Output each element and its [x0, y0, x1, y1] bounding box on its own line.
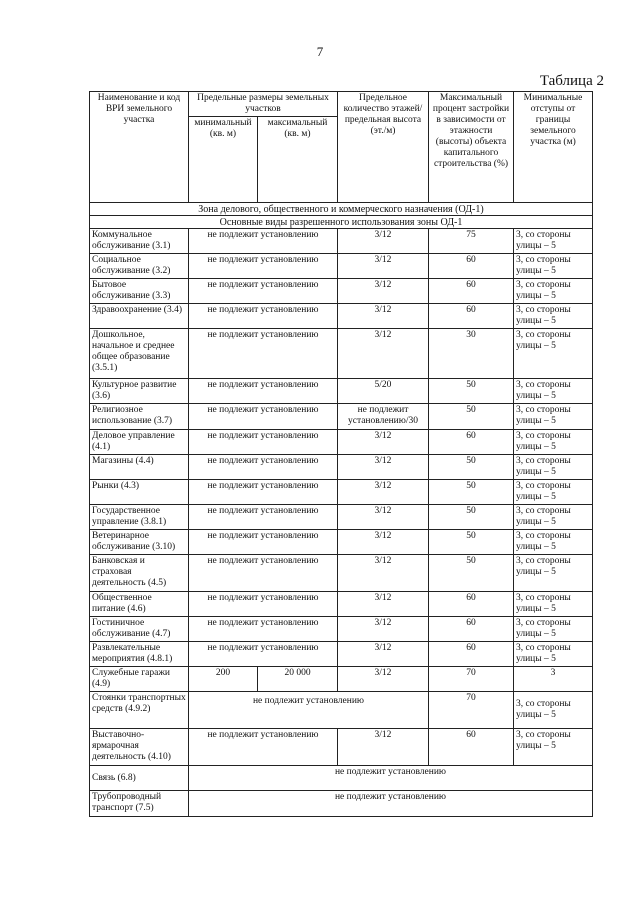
row-coverage: 30: [429, 329, 514, 379]
header-max: максимальный (кв. м): [258, 117, 338, 203]
row-size: не подлежит установлению: [189, 555, 338, 592]
row-floors: 3/12: [338, 229, 429, 254]
row-floors: 3/12: [338, 617, 429, 642]
row-name: Социальное обслуживание (3.2): [90, 254, 189, 279]
row-indent: 3, со стороны улицы – 5: [514, 455, 593, 480]
row-coverage: 50: [429, 455, 514, 480]
table-row-pipeline: [90, 791, 593, 817]
row-floors: 5/20: [338, 379, 429, 404]
row-name: Общественное питание (4.6): [90, 592, 189, 617]
row-size: не подлежит установлению: [189, 379, 338, 404]
header-name: Наименование и код ВРИ земельного участка: [90, 92, 189, 203]
row-floors: 3/12: [338, 254, 429, 279]
table-row: [90, 254, 593, 279]
row-coverage: 70: [429, 692, 514, 729]
row-indent: 3, со стороны улицы – 5: [514, 692, 593, 729]
table-row-communication: [90, 766, 593, 791]
row-indent: 3, со стороны улицы – 5: [514, 404, 593, 430]
row-floors: 3/12: [338, 505, 429, 530]
row-floors: 3/12: [338, 555, 429, 592]
row-indent: 3, со стороны улицы – 5: [514, 379, 593, 404]
row-name: Выставочно-ярмарочная деятельность (4.10): [90, 729, 189, 766]
row-not-applicable: не подлежит установлению: [189, 692, 429, 729]
row-name: Банковская и страховая деятельность (4.5): [90, 555, 189, 592]
row-floors: 3/12: [338, 642, 429, 667]
row-coverage: 50: [429, 530, 514, 555]
row-size: не подлежит установлению: [189, 304, 338, 329]
row-not-applicable: не подлежит установлению: [189, 766, 593, 791]
row-max-size: 20 000: [258, 667, 338, 692]
row-coverage: 50: [429, 555, 514, 592]
table-row: [90, 530, 593, 555]
row-indent: 3, со стороны улицы – 5: [514, 254, 593, 279]
row-name: Здравоохранение (3.4): [90, 304, 189, 329]
header-plot-sizes: Предельные размеры земельных участков: [189, 92, 338, 117]
row-size: не подлежит установлению: [189, 329, 338, 379]
row-name: Служебные гаражи (4.9): [90, 667, 189, 692]
row-name: Развлекательные мероприятия (4.8.1): [90, 642, 189, 667]
row-floors: 3/12: [338, 530, 429, 555]
table-row: [90, 379, 593, 404]
row-indent: 3, со стороны улицы – 5: [514, 279, 593, 304]
table-row: [90, 430, 593, 455]
table-row: [90, 642, 593, 667]
row-floors: 3/12: [338, 279, 429, 304]
row-indent: 3, со стороны улицы – 5: [514, 592, 593, 617]
row-coverage: 60: [429, 617, 514, 642]
row-indent: 3, со стороны улицы – 5: [514, 729, 593, 766]
table-row: [90, 455, 593, 480]
table-row-expo: [90, 729, 593, 766]
row-indent: 3, со стороны улицы – 5: [514, 642, 593, 667]
row-indent: 3, со стороны улицы – 5: [514, 329, 593, 379]
row-name: Ветеринарное обслуживание (3.10): [90, 530, 189, 555]
zone-subtitle: Основные виды разрешенного использования зоны ОД-1: [90, 216, 593, 229]
table-row: [90, 617, 593, 642]
table-row: [90, 329, 593, 379]
row-size: не подлежит установлению: [189, 480, 338, 505]
row-size: не подлежит установлению: [189, 617, 338, 642]
table-row: [90, 404, 593, 430]
header-floors: Предельное количество этажей/предельная высота (эт./м): [338, 92, 429, 203]
row-size: не подлежит установлению: [189, 279, 338, 304]
row-floors: 3/12: [338, 667, 429, 692]
row-indent: 3, со стороны улицы – 5: [514, 617, 593, 642]
row-indent: 3, со стороны улицы – 5: [514, 304, 593, 329]
row-name: Стоянки транспортных средств (4.9.2): [90, 692, 189, 729]
row-name: Коммунальное обслуживание (3.1): [90, 229, 189, 254]
row-size: не подлежит установлению: [189, 642, 338, 667]
header-coverage: Максимальный процент застройки в зависимости от этажности (высоты) объекта капитального строительства (%): [429, 92, 514, 203]
row-coverage: 60: [429, 430, 514, 455]
row-indent: 3, со стороны улицы – 5: [514, 480, 593, 505]
table-caption: Таблица 2: [539, 73, 604, 89]
table-row: [90, 279, 593, 304]
row-coverage: 60: [429, 592, 514, 617]
row-floors: не подлежит установлению/30: [338, 404, 429, 430]
table-row: [90, 229, 593, 254]
row-floors: 3/12: [338, 430, 429, 455]
row-name: Дошкольное, начальное и среднее общее образование (3.5.1): [90, 329, 189, 379]
row-indent: 3, со стороны улицы – 5: [514, 229, 593, 254]
row-coverage: 60: [429, 729, 514, 766]
table-row: [90, 480, 593, 505]
row-coverage: 50: [429, 505, 514, 530]
row-size: не подлежит установлению: [189, 530, 338, 555]
row-size: не подлежит установлению: [189, 592, 338, 617]
row-floors: 3/12: [338, 304, 429, 329]
row-name: Трубопроводный транспорт (7.5): [90, 791, 189, 817]
row-coverage: 75: [429, 229, 514, 254]
row-size: не подлежит установлению: [189, 729, 338, 766]
row-indent: 3, со стороны улицы – 5: [514, 530, 593, 555]
row-size: не подлежит установлению: [189, 254, 338, 279]
table-row: [90, 304, 593, 329]
zone-title: Зона делового, общественного и коммерческого назначения (ОД-1): [90, 203, 593, 216]
table-row: [90, 555, 593, 592]
row-name: Магазины (4.4): [90, 455, 189, 480]
row-size: не подлежит установлению: [189, 404, 338, 430]
row-size: не подлежит установлению: [189, 430, 338, 455]
header-min: минимальный (кв. м): [189, 117, 258, 203]
table-body: [90, 229, 593, 817]
row-name: Рынки (4.3): [90, 480, 189, 505]
row-name: Гостиничное обслуживание (4.7): [90, 617, 189, 642]
row-not-applicable: не подлежит установлению: [189, 791, 593, 817]
row-min-size: 200: [189, 667, 258, 692]
table-row: [90, 592, 593, 617]
row-size: не подлежит установлению: [189, 455, 338, 480]
table-row: [90, 505, 593, 530]
row-size: не подлежит установлению: [189, 505, 338, 530]
row-coverage: 60: [429, 642, 514, 667]
row-coverage: 50: [429, 404, 514, 430]
row-coverage: 60: [429, 279, 514, 304]
row-floors: 3/12: [338, 729, 429, 766]
row-coverage: 70: [429, 667, 514, 692]
row-name: Религиозное использование (3.7): [90, 404, 189, 430]
row-name: Государственное управление (3.8.1): [90, 505, 189, 530]
row-coverage: 60: [429, 254, 514, 279]
row-floors: 3/12: [338, 480, 429, 505]
row-coverage: 50: [429, 480, 514, 505]
row-floors: 3/12: [338, 329, 429, 379]
row-coverage: 60: [429, 304, 514, 329]
row-name: Деловое управление (4.1): [90, 430, 189, 455]
header-indents: Минимальные отступы от границы земельного участка (м): [514, 92, 593, 203]
row-indent: 3: [514, 667, 593, 692]
table-row-garages: [90, 667, 593, 692]
row-indent: 3, со стороны улицы – 5: [514, 505, 593, 530]
zoning-table: [89, 91, 593, 817]
row-name: Культурное развитие (3.6): [90, 379, 189, 404]
row-name: Бытовое обслуживание (3.3): [90, 279, 189, 304]
row-indent: 3, со стороны улицы – 5: [514, 430, 593, 455]
row-size: не подлежит установлению: [189, 229, 338, 254]
page-number: 7: [316, 44, 324, 59]
row-coverage: 50: [429, 379, 514, 404]
row-floors: 3/12: [338, 455, 429, 480]
table-row-parking: [90, 692, 593, 729]
row-name: Связь (6.8): [90, 766, 189, 791]
row-indent: 3, со стороны улицы – 5: [514, 555, 593, 592]
row-floors: 3/12: [338, 592, 429, 617]
